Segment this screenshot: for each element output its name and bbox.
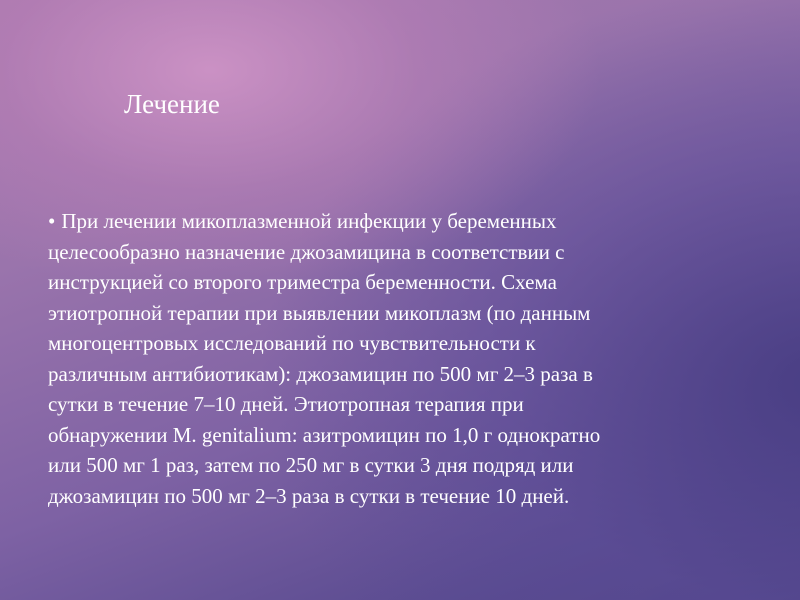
body-line: различным антибиотикам): джозамицин по 500 мг 2–3 раза в bbox=[48, 361, 593, 386]
body-line: целесообразно назначение джозамицина в соответствии с bbox=[48, 239, 565, 264]
slide-title: Лечение bbox=[124, 89, 220, 119]
body-line: инструкцией со второго триместра беременности. Схема bbox=[48, 270, 557, 294]
body-line bbox=[48, 206, 768, 237]
body-line: многоцентровых исследований по чувствительности к bbox=[48, 331, 536, 355]
body-line-text: При лечении микоплазменной инфекции у беременных bbox=[61, 209, 557, 233]
body-line: обнаружении M. genitalium: азитромицин по 1,0 г однократно bbox=[48, 422, 601, 447]
body-line: сутки в течение 7–10 дней. Этиотропная терапия при bbox=[48, 392, 524, 416]
body-line: этиотропной терапии при выявлении микоплазм (по данным bbox=[48, 300, 591, 325]
body-line: джозамицин по 500 мг 2–3 раза в сутки в течение 10 дней. bbox=[48, 483, 570, 508]
slide-body bbox=[48, 206, 768, 511]
body-line: или 500 мг 1 раз, затем по 250 мг в сутки 3 дня подряд или bbox=[48, 453, 574, 477]
bullet-icon: • bbox=[48, 209, 56, 233]
